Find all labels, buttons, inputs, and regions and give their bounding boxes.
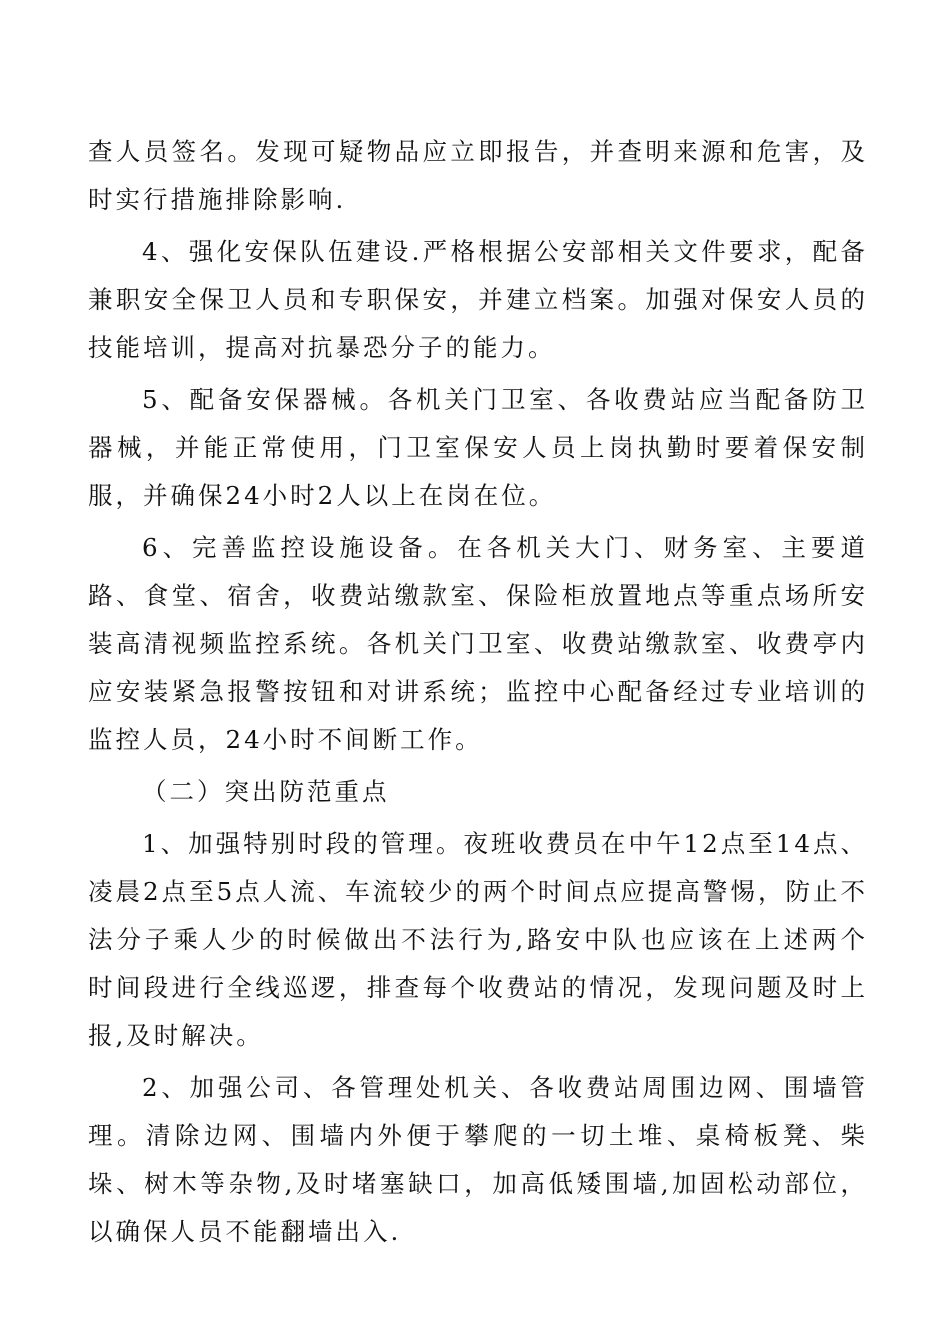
- paragraph-continuation: 查人员签名。发现可疑物品应立即报告，并查明来源和危害，及时实行措施排除影响.: [88, 137, 868, 214]
- paragraph-item-1: 1、加强特别时段的管理。夜班收费员在中午12点至14点、凌晨2点至5点人流、车流较少的两个时间点应提高警惕，防止不法分子乘人少的时候做出不法行为,路安中队也应该在上述两个时间段进行全线巡逻，排查每个收费站的情况，发现问题及时上报,及时解决。: [88, 829, 868, 1050]
- paragraph-item-5: 5、配备安保器械。各机关门卫室、各收费站应当配备防卫器械，并能正常使用，门卫室保安人员上岗执勤时要着保安制服，并确保24小时2人以上在岗在位。: [88, 385, 868, 510]
- paragraph-item-4: 4、强化安保队伍建设.严格根据公安部相关文件要求，配备兼职安全保卫人员和专职保安，并建立档案。加强对保安人员的技能培训，提高对抗暴恐分子的能力。: [88, 237, 868, 362]
- document-body: [88, 128, 868, 1256]
- paragraph-item-2: 2、加强公司、各管理处机关、各收费站周围边网、围墙管理。清除边网、围墙内外便于攀爬的一切土堆、桌椅板凳、柴垛、树木等杂物,及时堵塞缺口，加高低矮围墙,加固松动部位，以确保人员不能翻墙出入.: [88, 1073, 868, 1246]
- section-heading: （二）突出防范重点: [142, 777, 390, 806]
- paragraph-item-6: 6、完善监控设施设备。在各机关大门、财务室、主要道路、食堂、宿舍，收费站缴款室、保险柜放置地点等重点场所安装高清视频监控系统。各机关门卫室、收费站缴款室、收费亭内应安装紧急报警按钮和对讲系统；监控中心配备经过专业培训的监控人员，24小时不间断工作。: [88, 533, 868, 754]
